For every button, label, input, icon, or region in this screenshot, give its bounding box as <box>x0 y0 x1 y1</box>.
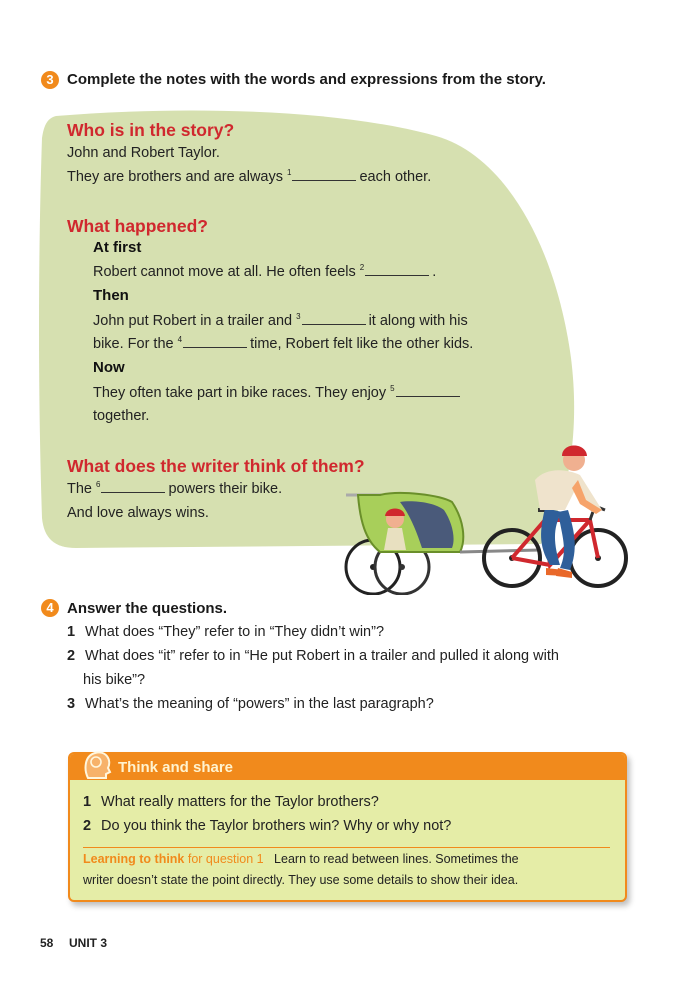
what-happened-heading: What happened? <box>67 216 208 236</box>
question-2-continued: his bike”? <box>83 672 146 688</box>
at-first-label: At first <box>93 239 142 256</box>
blank-5 <box>396 384 460 397</box>
blank-4 <box>183 335 247 348</box>
think-and-share-header <box>70 754 625 780</box>
think-question-2: 2 Do you think the Taylor brothers win? Why or why not? <box>83 818 452 834</box>
now-label: Now <box>93 359 125 376</box>
question-3: 3 What’s the meaning of “powers” in the last paragraph? <box>67 696 434 712</box>
learning-to-think-line-1: Learning to think for question 1 Learn to read between lines. Sometimes the <box>83 852 519 866</box>
question-2: 2 What does “it” refer to in “He put Robert in a trailer and pulled it along with <box>67 648 559 664</box>
think-question-1: 1 What really matters for the Taylor brothers? <box>83 794 379 810</box>
page-number: 58 <box>40 936 54 950</box>
then-label: Then <box>93 287 129 304</box>
exercise-4-number: 4 <box>41 599 59 617</box>
bike-trailer-illustration <box>340 440 635 595</box>
exercise-3-number: 3 <box>41 71 59 89</box>
then-line-1: John put Robert in a trailer and $^3$ it along with his <box>93 312 468 329</box>
who-line-1: John and Robert Taylor. <box>67 145 220 161</box>
exercise-3-title: Complete the notes with the words and expressions from the story. <box>67 71 546 88</box>
question-1: 1 What does “They” refer to in “They didn’t win”? <box>67 624 385 640</box>
now-line-1: They often take part in bike races. They enjoy $^5$ <box>93 384 463 401</box>
at-first-line: Robert cannot move at all. He often feels $^2$ . <box>93 263 437 280</box>
divider <box>83 847 610 848</box>
head-thinking-icon <box>80 748 114 782</box>
learning-to-think-line-2: writer doesn’t state the point directly. They use some details to show their idea. <box>83 873 519 887</box>
blank-2 <box>365 263 429 276</box>
then-line-2: bike. For the $^4$ time, Robert felt like the other kids. <box>93 335 474 352</box>
writer-heading: What does the writer think of them? <box>67 456 365 476</box>
think-and-share-box <box>68 752 627 902</box>
now-line-2: together. <box>93 408 150 424</box>
blank-1 <box>292 168 356 181</box>
blank-6 <box>101 480 165 493</box>
who-heading: Who is in the story? <box>67 120 235 140</box>
blank-3 <box>302 312 366 325</box>
who-line-2: They are brothers and are always $^1$ each other. <box>67 168 432 185</box>
exercise-4-title: Answer the questions. <box>67 600 228 617</box>
writer-line-1: The $^6$ powers their bike. <box>67 480 283 497</box>
unit-label: UNIT 3 <box>69 936 108 950</box>
writer-line-2: And love always wins. <box>67 505 209 521</box>
think-and-share-title: Think and share <box>118 759 234 776</box>
